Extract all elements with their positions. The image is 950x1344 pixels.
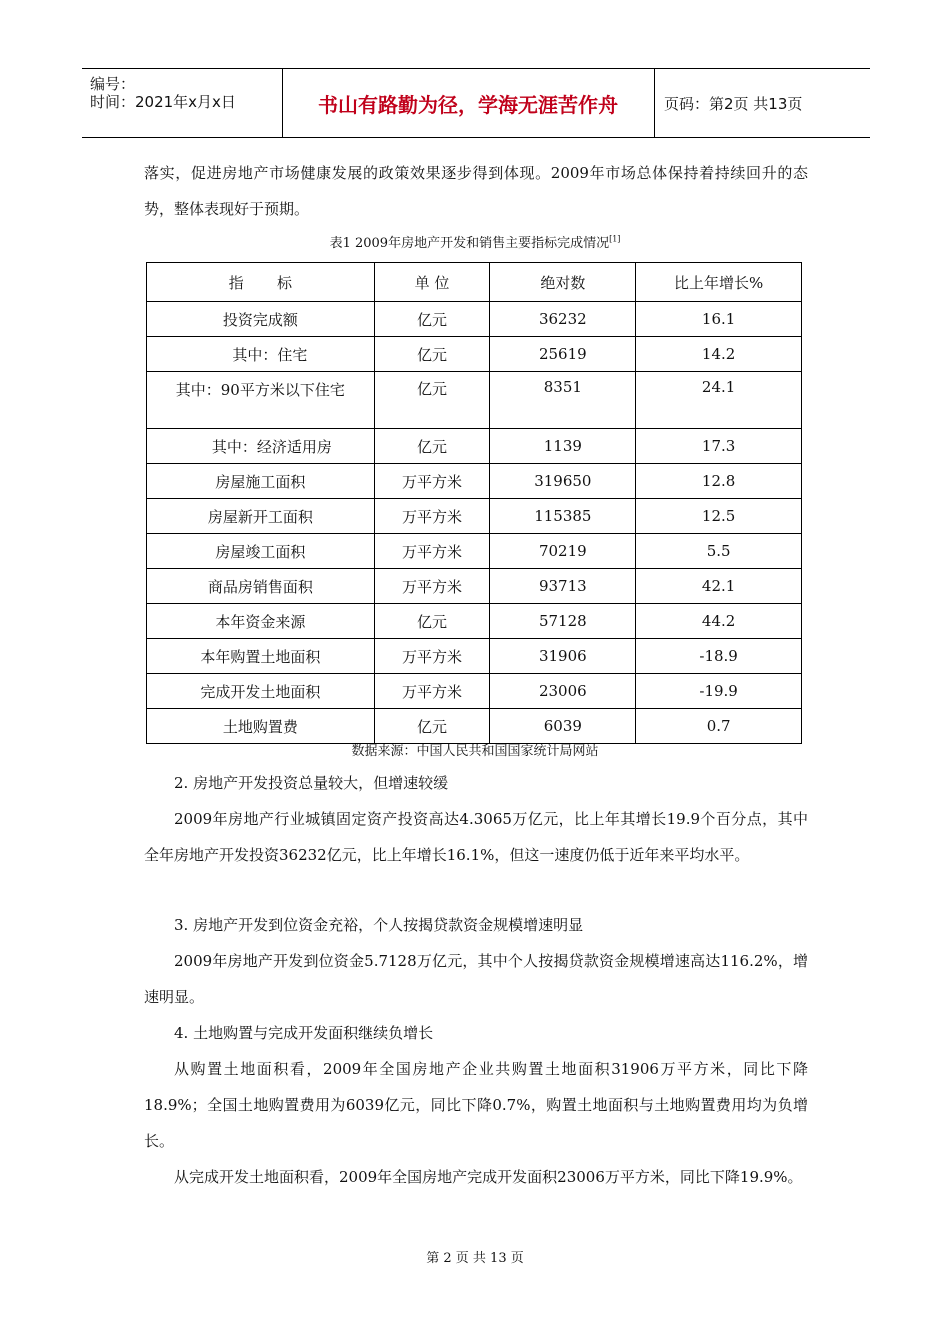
cell-growth: 16.1: [636, 302, 802, 337]
table-caption-ref: [1]: [609, 234, 621, 244]
cell-indicator: 其中：经济适用房: [147, 429, 375, 464]
cell-unit: 万平方米: [374, 499, 490, 534]
indicator-table: [146, 262, 802, 744]
cell-indicator: 土地购置费: [147, 709, 375, 744]
cell-absolute: 25619: [490, 337, 636, 372]
cell-growth: 12.8: [636, 464, 802, 499]
cell-absolute: 23006: [490, 674, 636, 709]
header-meta: [82, 69, 283, 137]
cell-absolute: 31906: [490, 639, 636, 674]
cell-unit: 亿元: [374, 302, 490, 337]
section-4-text-1: 从购置土地面积看，2009年全国房地产企业共购置土地面积31906万平方米，同比下降18.9%；全国土地购置费用为6039亿元，同比下降0.7%，购置土地面积与土地购置费用均为负增长。: [144, 1060, 808, 1150]
cell-unit: 万平方米: [374, 639, 490, 674]
cell-indicator: 商品房销售面积: [147, 569, 375, 604]
section-3-heading: 3. 房地产开发到位资金充裕，个人按揭贷款资金规模增速明显: [174, 916, 584, 934]
cell-absolute: 57128: [490, 604, 636, 639]
cell-growth: -19.9: [636, 674, 802, 709]
cell-unit: 亿元: [374, 429, 490, 464]
cell-unit: 万平方米: [374, 569, 490, 604]
cell-growth: 14.2: [636, 337, 802, 372]
section-2-text: 2009年房地产行业城镇固定资产投资高达4.3065万亿元，比上年其增长19.9个百分点，其中全年房地产开发投资36232亿元，比上年增长16.1%，但这一速度仍低于近年来平均水平。: [144, 810, 808, 864]
header-motto: 书山有路勤为径，学海无涯苦作舟: [282, 69, 655, 137]
cell-unit: 万平方米: [374, 464, 490, 499]
section-4-heading: 4. 土地购置与完成开发面积继续负增长: [174, 1024, 434, 1042]
header-unit: 单 位: [374, 263, 490, 302]
table-caption: [0, 232, 950, 251]
cell-unit: 亿元: [374, 709, 490, 744]
cell-unit: 亿元: [374, 604, 490, 639]
cell-unit: 万平方米: [374, 674, 490, 709]
cell-growth: 5.5: [636, 534, 802, 569]
table-row: [147, 499, 802, 534]
cell-growth: 12.5: [636, 499, 802, 534]
table-source: 数据来源：中国人民共和国国家统计局网站: [351, 744, 599, 759]
table-row: [147, 674, 802, 709]
section-4-text-2: 从完成开发土地面积看，2009年全国房地产完成开发面积23006万平方米，同比下降19.9%。: [174, 1168, 803, 1186]
cell-absolute: 70219: [490, 534, 636, 569]
table-row: [147, 569, 802, 604]
cell-growth: 17.3: [636, 429, 802, 464]
cell-growth: -18.9: [636, 639, 802, 674]
cell-absolute: 8351: [490, 372, 636, 429]
cell-indicator: 本年资金来源: [147, 604, 375, 639]
doc-number-label: 编号：: [90, 75, 136, 93]
cell-absolute: 6039: [490, 709, 636, 744]
cell-absolute: 319650: [490, 464, 636, 499]
table-header-row: [147, 263, 802, 302]
header-growth: 比上年增长%: [636, 263, 802, 302]
table-row: [147, 709, 802, 744]
cell-indicator: 其中：住宅: [147, 337, 375, 372]
cell-indicator: 其中：90平方米以下住宅: [147, 372, 375, 429]
doc-date-label: 时间：2021年x月x日: [90, 93, 236, 111]
cell-absolute: 93713: [490, 569, 636, 604]
header-absolute: 绝对数: [490, 263, 636, 302]
cell-indicator: 完成开发土地面积: [147, 674, 375, 709]
cell-absolute: 1139: [490, 429, 636, 464]
cell-unit: 万平方米: [374, 534, 490, 569]
table-row: [147, 429, 802, 464]
table-row: [147, 302, 802, 337]
cell-unit: 亿元: [374, 372, 490, 429]
section-2-heading: 2. 房地产开发投资总量较大，但增速较缓: [174, 774, 449, 792]
cell-absolute: 36232: [490, 302, 636, 337]
section-3-text: 2009年房地产开发到位资金5.7128万亿元，其中个人按揭贷款资金规模增速高达116.2%，增速明显。: [144, 952, 808, 1006]
cell-indicator: 本年购置土地面积: [147, 639, 375, 674]
table-row: [147, 464, 802, 499]
header-indicator: 指 标: [147, 263, 375, 302]
table-row: [147, 372, 802, 429]
cell-indicator: 房屋竣工面积: [147, 534, 375, 569]
page-header: [82, 68, 870, 138]
intro-paragraph: 落实，促进房地产市场健康发展的政策效果逐步得到体现。2009年市场总体保持着持续回升的态势，整体表现好于预期。: [144, 164, 808, 218]
page-footer: 第 2 页 共 13 页: [426, 1251, 524, 1266]
table-caption-text: 表1 2009年房地产开发和销售主要指标完成情况: [329, 236, 610, 251]
header-page-info: 页码：第2页 共13页: [664, 94, 803, 113]
table-row: [147, 337, 802, 372]
cell-growth: 44.2: [636, 604, 802, 639]
cell-growth: 24.1: [636, 372, 802, 429]
cell-absolute: 115385: [490, 499, 636, 534]
table-row: [147, 534, 802, 569]
cell-indicator: 房屋施工面积: [147, 464, 375, 499]
table-row: [147, 604, 802, 639]
cell-indicator: 投资完成额: [147, 302, 375, 337]
cell-growth: 42.1: [636, 569, 802, 604]
cell-growth: 0.7: [636, 709, 802, 744]
table-row: [147, 639, 802, 674]
cell-indicator: 房屋新开工面积: [147, 499, 375, 534]
cell-unit: 亿元: [374, 337, 490, 372]
